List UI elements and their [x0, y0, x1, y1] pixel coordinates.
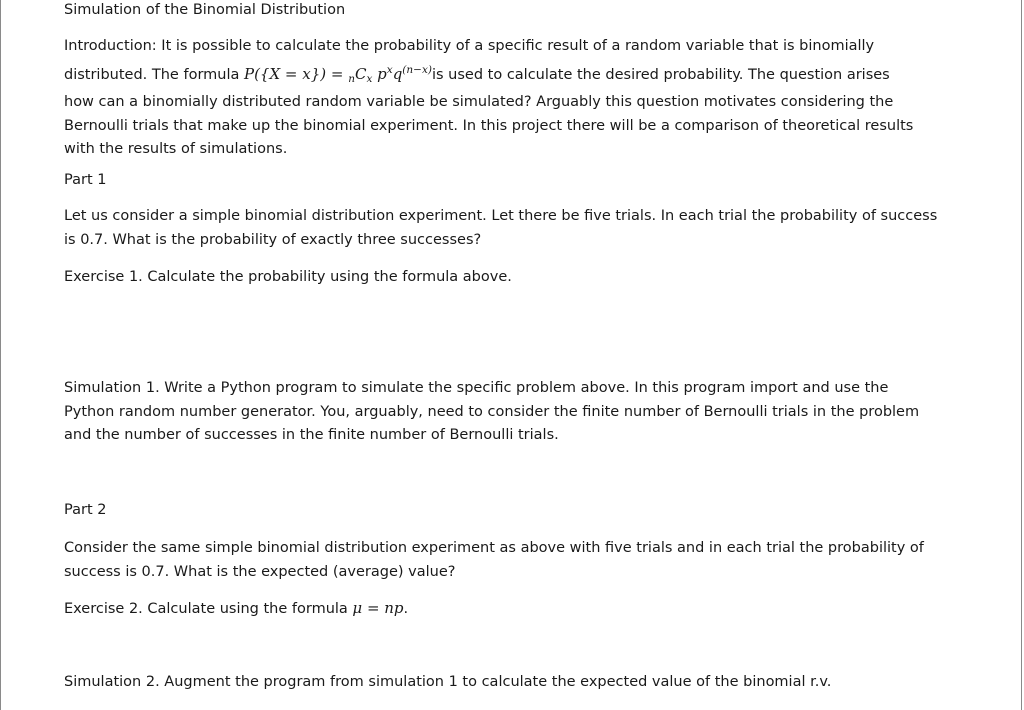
part2-problem-line-2: success is 0.7. What is the expected (average) value? [64, 563, 456, 580]
intro-line-2-end: is used to calculate the desired probability. The question arises [431, 66, 890, 83]
part1-problem-line-1: Let us consider a simple binomial distribution experiment. Let there be five trials. In each trial the probability of success [64, 208, 938, 224]
mean-formula: μ = np [352, 599, 404, 617]
formula-lhs: P({X = x}) = [243, 64, 349, 83]
introduction-paragraph [64, 35, 964, 162]
simulation-1 [64, 377, 964, 448]
part1-heading [64, 169, 964, 193]
part2-heading [64, 499, 964, 523]
formula-p: p [372, 64, 387, 83]
simulation-1-line-1: Simulation 1. Write a Python program to simulate the specific problem above. In this program import and use the [64, 380, 889, 396]
part2-problem-line-1: Consider the same simple binomial distribution experiment as above with five trials and in each trial the probability of [64, 540, 924, 556]
intro-line-3: how can a binomially distributed random variable be simulated? Arguably this question motivates considering the [64, 94, 894, 110]
exercise-2 [64, 597, 964, 622]
intro-line-2 [64, 59, 964, 92]
simulation-1-line-2: Python random number generator. You, arguably, need to consider the finite number of Bernoulli trials in the problem [64, 403, 920, 420]
formula-x-sup: x [386, 63, 393, 76]
formula-q: q [392, 64, 403, 83]
formula-n: n [348, 72, 355, 85]
formula-exponent: (n−x) [402, 63, 432, 76]
binomial-formula [244, 65, 432, 83]
simulation-1-line-3: and the number of successes in the finite number of Bernoulli trials. [64, 427, 559, 443]
part2-heading-text: Part 2 [64, 502, 107, 518]
intro-line-2-start: distributed. The formula [64, 66, 244, 83]
intro-line-4: Bernoulli trials that make up the binomial experiment. In this project there will be a comparison of theoretical results [64, 117, 914, 134]
formula-c: C [354, 64, 367, 83]
part2-problem [64, 537, 964, 584]
simulation-2-text: Simulation 2. Augment the program from simulation 1 to calculate the expected value of the binomial r.v. [64, 674, 832, 690]
part1-heading-text: Part 1 [64, 172, 107, 188]
formula-x-sub: x [366, 72, 373, 85]
intro-line-5: with the results of simulations. [64, 141, 288, 157]
exercise-2-text: Exercise 2. Calculate using the formula [64, 601, 353, 617]
part1-problem [64, 205, 964, 252]
document-title: Simulation of the Binomial Distribution [64, 2, 346, 18]
exercise-1 [64, 266, 964, 290]
part1-problem-line-2: is 0.7. What is the probability of exactly three successes? [64, 231, 482, 248]
exercise-2-line [64, 597, 964, 622]
intro-line-1: Introduction: It is possible to calculate the probability of a specific result of a random variable that is binomially [64, 38, 875, 54]
exercise-2-period: . [403, 601, 409, 617]
simulation-2 [64, 671, 964, 695]
exercise-1-text: Exercise 1. Calculate the probability using the formula above. [64, 269, 512, 285]
